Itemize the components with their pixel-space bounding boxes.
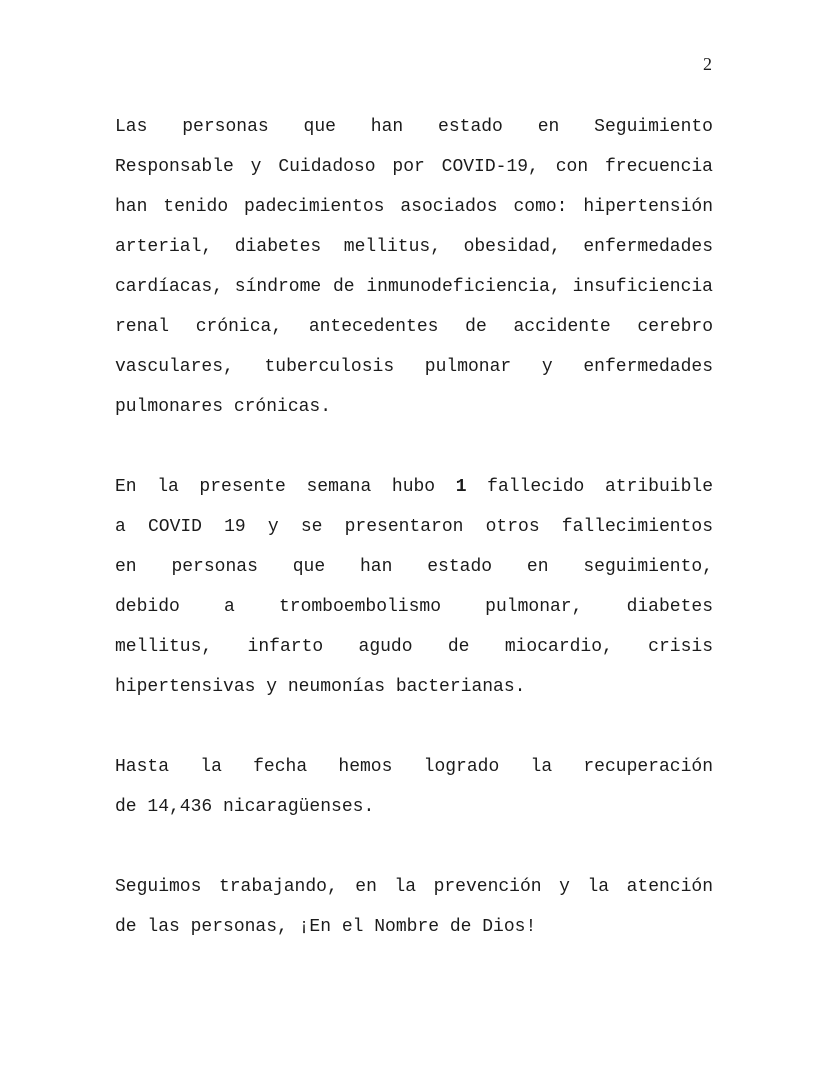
text-segment: cardíacas, síndrome de inmunodeficiencia, insuficiencia: [115, 277, 713, 297]
text-segment: Responsable y Cuidadoso por COVID-19, con frecuencia: [115, 157, 713, 177]
paragraph: [115, 107, 713, 427]
text-segment: Las personas que han estado en Seguimiento: [115, 117, 713, 137]
text-segment: fallecido atribuible: [466, 477, 713, 497]
text-segment: hipertensivas y neumonías bacterianas.: [115, 677, 526, 697]
text-line: [115, 387, 713, 427]
text-segment: debido a tromboembolismo pulmonar, diabetes: [115, 597, 713, 617]
document-body: [115, 107, 713, 987]
text-line: [115, 627, 713, 667]
text-line: [115, 467, 713, 507]
text-segment: de 14,436 nicaragüenses.: [115, 797, 375, 817]
text-line: [115, 307, 713, 347]
text-line: [115, 267, 713, 307]
text-line: [115, 747, 713, 787]
text-segment: vasculares, tuberculosis pulmonar y enfermedades: [115, 357, 713, 377]
text-segment: En la presente semana hubo: [115, 477, 456, 497]
text-segment: Seguimos trabajando, en la prevención y la atención: [115, 877, 713, 897]
text-segment: han tenido padecimientos asociados como: hipertensión: [115, 197, 713, 217]
text-line: [115, 667, 713, 707]
text-line: [115, 867, 713, 907]
paragraph: [115, 467, 713, 707]
text-segment: renal crónica, antecedentes de accidente cerebro: [115, 317, 713, 337]
text-segment: mellitus, infarto agudo de miocardio, crisis: [115, 637, 713, 657]
text-line: [115, 187, 713, 227]
text-line: [115, 107, 713, 147]
text-segment: pulmonares crónicas.: [115, 397, 332, 417]
text-segment: de las personas, ¡En el Nombre de Dios!: [115, 917, 537, 937]
text-segment: arterial, diabetes mellitus, obesidad, enfermedades: [115, 237, 713, 257]
text-line: [115, 547, 713, 587]
paragraph: [115, 867, 713, 947]
text-line: [115, 347, 713, 387]
paragraph: [115, 747, 713, 827]
page-number: 2: [703, 54, 712, 74]
text-line: [115, 587, 713, 627]
text-line: [115, 147, 713, 187]
text-line: [115, 507, 713, 547]
text-segment: Hasta la fecha hemos logrado la recuperación: [115, 757, 713, 777]
text-segment: a COVID 19 y se presentaron otros fallecimientos: [115, 517, 713, 537]
text-segment: en personas que han estado en seguimiento,: [115, 557, 713, 577]
text-line: [115, 787, 713, 827]
bold-text: 1: [455, 477, 467, 497]
text-line: [115, 227, 713, 267]
text-line: [115, 907, 713, 947]
